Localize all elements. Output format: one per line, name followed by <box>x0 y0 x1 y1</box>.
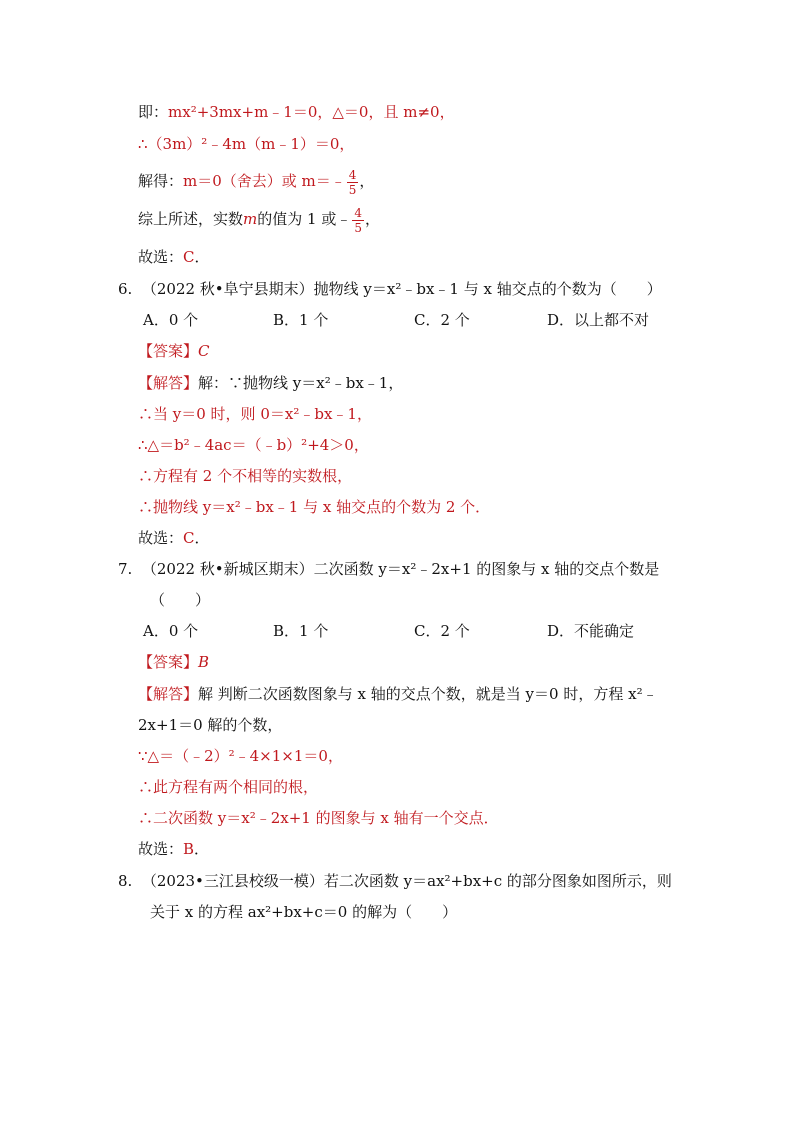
prev-line-1: 即：mx²+3mx+m﹣1＝0，△＝0，且 m≠0， <box>138 103 455 121</box>
option-c: C．2 个 <box>414 622 470 640</box>
question-6-step-2: ∴△＝b²﹣4ac＝（﹣b）²+4＞0， <box>138 436 369 454</box>
question-6-choice: 故选：C． <box>138 529 210 547</box>
option-a: A．0 个 <box>143 622 199 640</box>
question-6-answer: 【答案】C <box>138 342 210 360</box>
question-6-step-3: ∴方程有 2 个不相等的实数根， <box>138 467 353 485</box>
question-7-solution-cont: 2x+1＝0 解的个数， <box>138 716 283 734</box>
question-6: 6. （2022 秋•阜宁县期末）抛物线 y＝x²﹣bx﹣1 与 x 轴交点的个数为（ ） <box>118 280 662 298</box>
question-7-options <box>143 621 703 641</box>
prev-line-3: 解得：m＝0（舍去）或 m＝﹣ $\frac{4}{5}$ ， <box>138 167 375 197</box>
question-6-step-4: ∴抛物线 y＝x²﹣bx﹣1 与 x 轴交点的个数为 2 个． <box>138 498 491 516</box>
option-a: A．0 个 <box>143 311 199 329</box>
question-7-cont: （ ） <box>150 591 211 609</box>
option-c: C．2 个 <box>414 311 470 329</box>
option-d: D．以上都不对 <box>547 311 650 329</box>
question-7-choice: 故选：B． <box>138 840 210 858</box>
option-b: B．1 个 <box>273 622 329 640</box>
question-7: 7. （2022 秋•新城区期末）二次函数 y＝x²﹣2x+1 的图象与 x 轴的交点个数是 <box>118 560 660 578</box>
option-b: B．1 个 <box>273 311 329 329</box>
question-6-solution: 【解答】解：∵抛物线 y＝x²﹣bx﹣1， <box>138 374 404 392</box>
question-7-answer: 【答案】B <box>138 653 210 671</box>
question-6-options <box>143 310 703 330</box>
fraction: $\frac{4}{5}$ <box>348 167 357 197</box>
question-7-step-2: ∴此方程有两个相同的根， <box>138 778 319 796</box>
prev-line-2: ∴（3m）²﹣4m（m﹣1）＝0， <box>138 135 355 153</box>
question-8-cont: 关于 x 的方程 ax²+bx+c＝0 的解为（ ） <box>150 903 458 921</box>
question-7-step-1: ∵△＝（﹣2）²﹣4×1×1＝0， <box>138 747 343 765</box>
question-7-solution: 【解答】解 判断二次函数图象与 x 轴的交点个数，就是当 y＝0 时，方程 x²﹣ <box>138 685 658 703</box>
question-8: 8. （2023•三江县校级一模）若二次函数 y＝ax²+bx+c 的部分图象如图所示，则 <box>118 872 672 890</box>
question-6-step-1: ∴当 y＝0 时，则 0＝x²﹣bx﹣1， <box>138 405 372 423</box>
question-7-step-3: ∴二次函数 y＝x²﹣2x+1 的图象与 x 轴有一个交点． <box>138 809 499 827</box>
prev-line-5: 故选：C． <box>138 248 210 266</box>
prev-line-4: 综上所述，实数m的值为 1 或﹣ $\frac{4}{5}$ ， <box>138 205 380 235</box>
fraction: $\frac{4}{5}$ <box>354 205 362 235</box>
option-d: D．不能确定 <box>547 622 635 640</box>
